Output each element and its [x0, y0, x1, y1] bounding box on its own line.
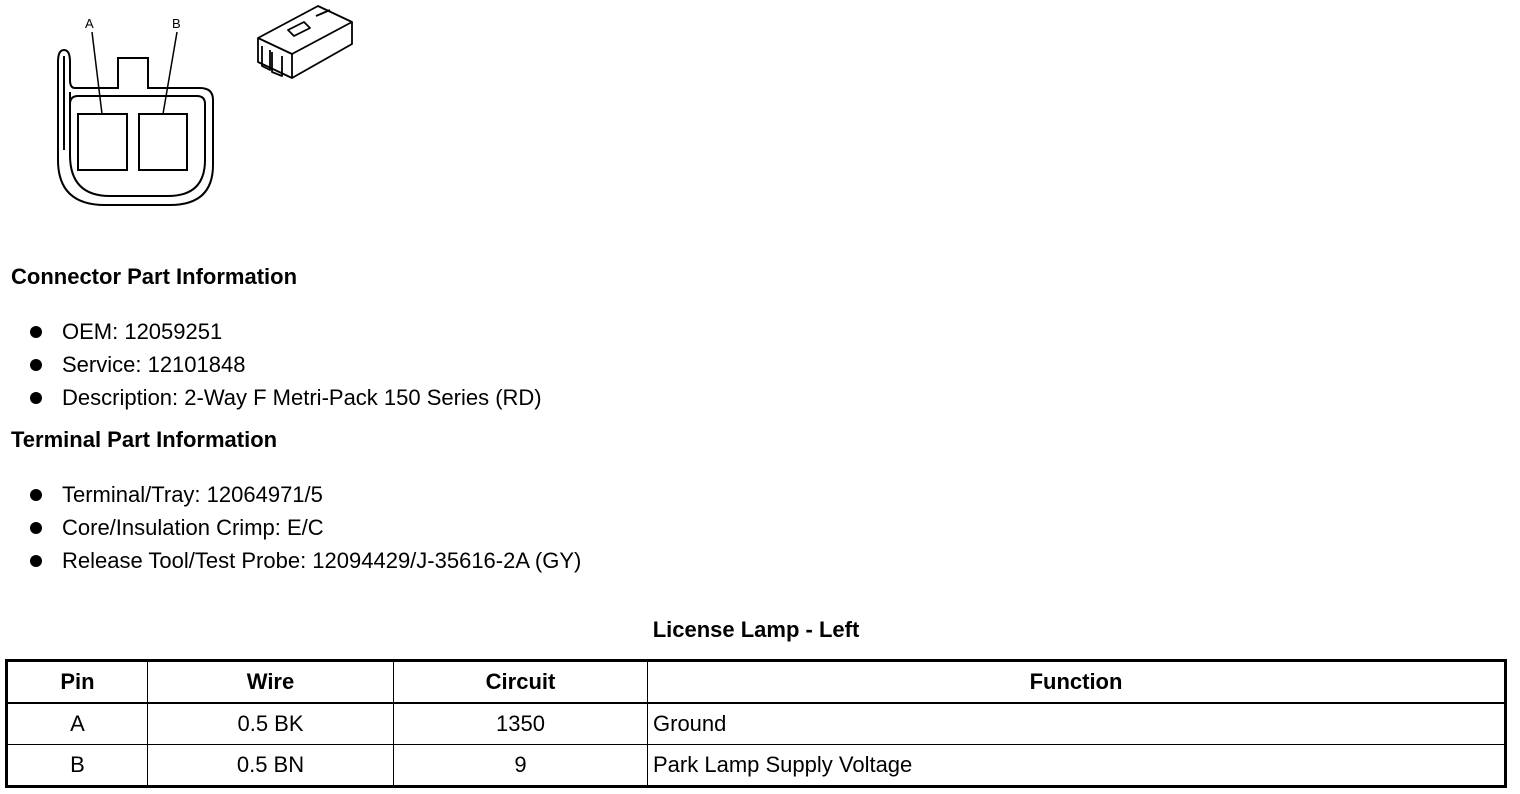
- list-item: Description: 2-Way F Metri-Pack 150 Series (RD): [30, 384, 542, 417]
- pin-a-label: A: [85, 16, 94, 31]
- function-cell: Park Lamp Supply Voltage: [648, 745, 1506, 787]
- connector-part-info-list: [30, 318, 542, 417]
- pinout-table: [5, 659, 1507, 788]
- list-item: OEM: 12059251: [30, 318, 542, 351]
- pin-cell: A: [7, 703, 148, 745]
- connector-isometric-icon: [258, 6, 352, 78]
- wire-cell: 0.5 BK: [148, 703, 394, 745]
- list-item: Core/Insulation Crimp: E/C: [30, 514, 581, 547]
- terminal-part-info-heading: Terminal Part Information: [11, 427, 278, 452]
- connector-diagram: [40, 0, 380, 220]
- bullet-icon: [30, 489, 42, 501]
- terminal-part-info-list: [30, 481, 581, 580]
- circuit-cell: 9: [394, 745, 648, 787]
- bullet-icon: [30, 555, 42, 567]
- connector-part-info-heading: Connector Part Information: [11, 264, 298, 289]
- table-row: [7, 703, 1506, 745]
- column-header-function: Function: [648, 661, 1506, 704]
- bullet-icon: [30, 359, 42, 371]
- list-item: Terminal/Tray: 12064971/5: [30, 481, 581, 514]
- bullet-icon: [30, 326, 42, 338]
- bullet-icon: [30, 392, 42, 404]
- list-item: Service: 12101848: [30, 351, 542, 384]
- table-row: [7, 745, 1506, 787]
- function-cell: Ground: [648, 703, 1506, 745]
- circuit-cell: 1350: [394, 703, 648, 745]
- pin-b-label: B: [172, 16, 181, 31]
- column-header-circuit: Circuit: [394, 661, 648, 704]
- column-header-pin: Pin: [7, 661, 148, 704]
- table-title: License Lamp - Left: [652, 617, 860, 642]
- column-header-wire: Wire: [148, 661, 394, 704]
- pin-cell: B: [7, 745, 148, 787]
- table-header-row: [7, 661, 1506, 704]
- wire-cell: 0.5 BN: [148, 745, 394, 787]
- list-item: Release Tool/Test Probe: 12094429/J-35616-2A (GY): [30, 547, 581, 580]
- bullet-icon: [30, 522, 42, 534]
